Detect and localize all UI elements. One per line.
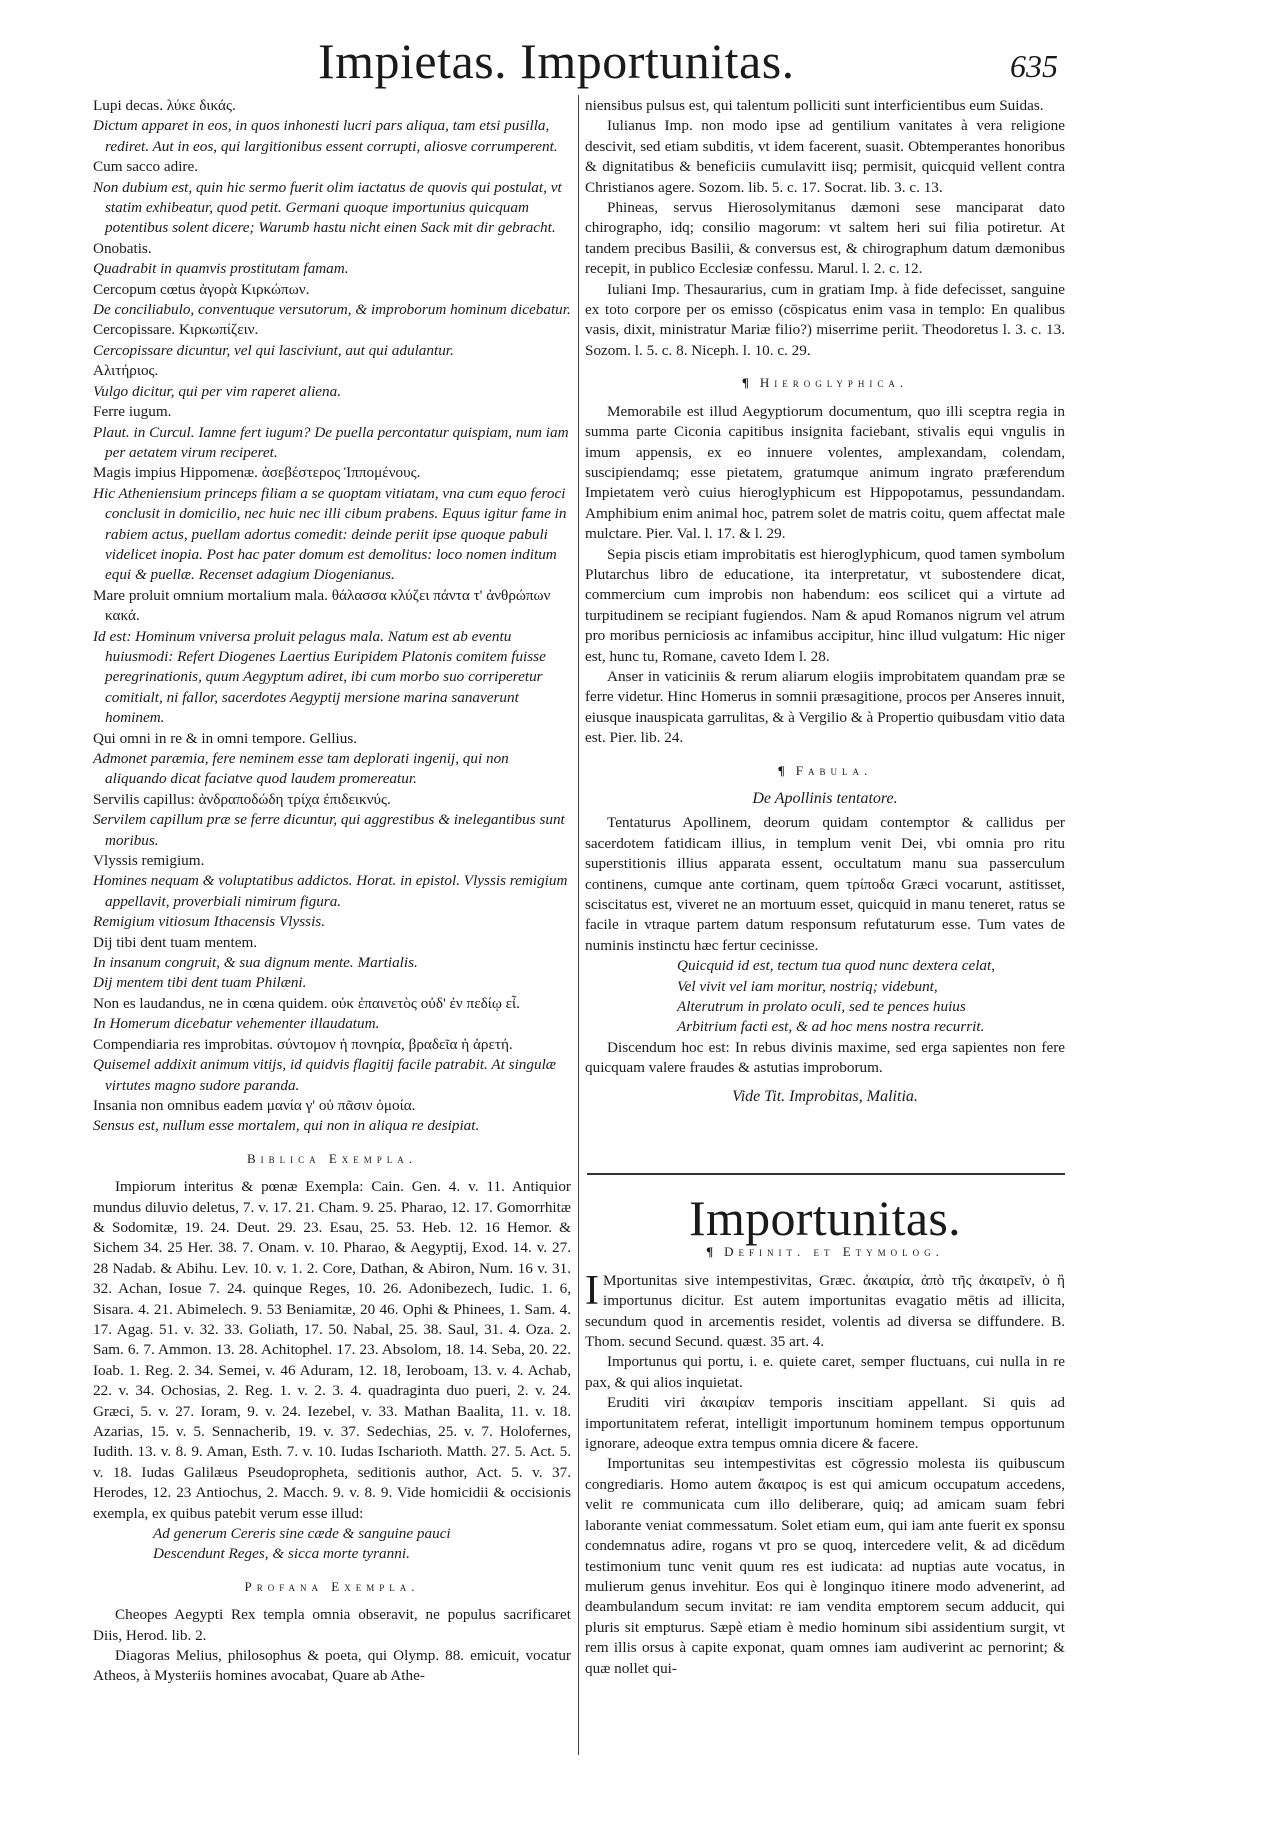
running-head: [0, 18, 1276, 98]
adage-explanation: Non dubium est, quin hic sermo fuerit olim iactatus de quovis qui postulat, vt statim exhibeatur, quod petit. Germani quoque importunius quicquam potentibus solent dicere; Warumb hastu nicht einen Sack mit dir gebracht.: [93, 178, 562, 237]
adage-lemma: Compendiaria res improbitas. σύντομον ἡ πονηρία, βραδεῖα ἡ ἀρετή.: [93, 1035, 513, 1053]
example-paragraph: Iulianus Imp. non modo ipse ad gentilium vanitates à vera religione descivit, sed etiam subditis, vt idem facerent, suasit. Obtemperantes honoribus & dignitatibus & beneficiis cumulavitt iisq; permisit, quicquid vellent contra Christianos agere. Sozom. lib. 5. c. 17. Socrat. lib. 3. c. 13.: [585, 117, 1065, 196]
drop-cap: I: [585, 1267, 599, 1314]
see-also: Vide Tit. Improbitas, Malitia.: [732, 1087, 918, 1105]
fabula-para: Tentaturus Apollinem, deorum quidam contemptor & callidus per sacerdotem fatidicam illius, in templum venit Dei, vbi omnia pro ritu superstitionis illius apparata essent, occultatum manu sua passerculum continens, cumque ante cortinam, quem τρίποδα Græci vocarunt, astitisset, sciscitatus est, viveret ne an mortuum esset, quicquid in manu teneret, ratus se facile in vtraque partem datum responsum refutaturum esse. Tum vates de numinis instinctu hæc fertur cecinisse.: [585, 814, 1065, 954]
examples-list: [585, 96, 1065, 361]
imp-para-2: Eruditi viri ἀκαιρίαν temporis inscitiam appellant. Si quis ad importunitatem referat, intelligit importunum hominem tempus opportunum ignorare, adeoque extra tempus omnia dicere & facere.: [585, 1394, 1065, 1453]
adage-list: [93, 96, 571, 1137]
adage-lemma: Servilis capillus: ἀνδραποδώδη τρίχα ἐπιδεικνύς.: [93, 790, 391, 808]
adage-lemma: Mare proluit omnium mortalium mala. θάλασσα κλύζει πάντα τ' ἀνθρώπων κακά.: [93, 586, 551, 625]
definit-heading: [585, 1242, 1065, 1262]
column-divider: [578, 95, 579, 1755]
adage-lemma: Dij tibi dent tuam mentem.: [93, 933, 258, 951]
adage-explanation: Plaut. in Curcul. Iamne fert iugum? De puella percontatur quispiam, num iam per aetatem virum reciperet.: [93, 423, 569, 461]
adage-lemma: Insania non omnibus eadem μανία γ' οὐ πᾶσιν ὁμοία.: [93, 1096, 416, 1114]
adage-lemma: Onobatis.: [93, 239, 152, 257]
fabula-verse-4: Arbitrium facti est, & ad hoc mens nostra recurrit.: [677, 1018, 985, 1036]
example-paragraph: Iuliani Imp. Thesaurarius, cum in gratiam Imp. à fide defecisset, sanguine ex toto corpore per os emisso (cōspicatus enim vasa in templo: En qualibus vasis, dixit, ministratur Mariæ filio?) miserrime periit. Theodoretus l. 3. c. 13. Sozom. l. 5. c. 8. Niceph. l. 10. c. 29.: [585, 280, 1065, 359]
hieroglyphica-heading: [585, 373, 1065, 393]
adage-explanation: Dictum apparet in eos, in quos inhonesti lucri pars aliqua, tam etsi pusilla, rediret. Aut in eos, qui largitionibus essent corrupti, aliosve corrumperent.: [93, 117, 558, 155]
imp-para-1: Importunus qui portu, i. e. quiete caret, semper fluctuans, cui nulla in re pax, & qui alios inquietat.: [585, 1353, 1065, 1391]
section-mark-icon: ¶: [777, 762, 790, 778]
adage-lemma: Magis impius Hippomenæ. ἀσεβέστερος Ἱππομένους.: [93, 464, 421, 482]
section-title: Importunitas.: [689, 1190, 961, 1246]
definit-text: Mportunitas sive intempestivitas, Græc. ἀκαιρία, ἀπὸ τῆς ἀκαιρεῖν, ὁ ἢ importunus dicitur. Est autem importunitas evagatio mētis ad illicita, secundum quod in arcementis residet, volentis ad diversa se diffundere. B. Thom. secund Secund. quæst. 35 art. 4.: [585, 1271, 1065, 1351]
profana-heading: Profana Exempla.: [244, 1578, 420, 1594]
fabula-verse-1: Quicquid id est, tectum tua quod nunc dextera celat,: [677, 957, 996, 975]
adage-lemma: Cum sacco adire.: [93, 158, 199, 176]
hiero-para-1: Memorabile est illud Aegyptiorum documentum, quo illi sceptra regia in summa parte Ciconia capitibus insignita faciebant, stivalis equi vngulis in imum appensis, ex eo innuere volentes, amplexandam, colendam, suscipiendamq; esse pietatem, gratumque animum ingrato præferendum Impietatem verò cuius hieroglyphicum est Hippopotamus, pessundandam. Amphibium enim animal hoc, patrem solet de matris coitu, quem affectat male mulctare. Pier. Val. l. 17. & l. 29.: [585, 402, 1065, 543]
hieroglyphica-heading-label: Hieroglyphica.: [759, 375, 909, 391]
fabula-heading: [585, 761, 1065, 781]
adage-lemma: Αλιτήριος.: [93, 362, 159, 380]
adage-explanation: Sensus est, nullum esse mortalem, qui non in aliqua re desipiat.: [93, 1117, 480, 1135]
definit-heading-label: Definit. et Etymolog.: [724, 1244, 944, 1260]
adage-explanation: Remigium vitiosum Ithacensis Vlyssis.: [93, 913, 326, 931]
fabula-verse-2: Vel vivit vel iam moritur, nostriq; videbunt,: [677, 977, 938, 995]
adage-explanation: Hic Atheniensium princeps filiam a se quoptam vitiatam, vna cum equo feroci conclusit in domicilio, nec huic nec illi cibum prabens. Equus igitur fame in rabiem actus, puellam adortus comedit: deinde periit ipse quoque pabuli videlicet inopia. Post hac pater domum est demolitus: loco nomen inditum equi & puellæ. Recenset adagium Diogenianus.: [93, 484, 567, 584]
adage-lemma: Ferre iugum.: [93, 403, 172, 421]
adage-explanation: Homines nequam & voluptatibus addictos. Horat. in epistol. Vlyssis remigium appellavit, proverbiali nimirum figura.: [93, 872, 568, 910]
adage-explanation: Dij mentem tibi dent tuam Philæni.: [93, 974, 307, 992]
adage-explanation: In Homerum dicebatur vehementer illaudatum.: [93, 1015, 380, 1033]
profana-text: Cheopes Aegypti Rex templa omnia obseravit, ne populus sacrificaret Diis, Herod. lib. 2.: [93, 1606, 571, 1644]
adage-lemma: Qui omni in re & in omni tempore. Gellius.: [93, 729, 358, 747]
fabula-heading-label: Fabula.: [795, 762, 873, 778]
adage-lemma: Cercopissare. Κιρκωπίζειν.: [93, 321, 259, 339]
adage-explanation: Cercopissare dicuntur, vel qui lasciviunt, aut qui adulantur.: [93, 341, 454, 359]
page-title: Impietas. Importunitas.: [318, 33, 795, 89]
fabula-subheading: De Apollinis tentatore.: [752, 790, 898, 807]
importunitas-section: [585, 1190, 1065, 1679]
page-number: 635: [1010, 48, 1058, 84]
example-paragraph: Phineas, servus Hierosolymitanus dæmoni sese manciparat dato chirographo, idq; consilio magorum: vt saltem heri sui filia potiretur. At tandem precibus Basilii, & conversus est, & chirographum datum dæmonibus recepit, in publico Ecclesiæ confessu. Marul. l. 2. c. 12.: [585, 199, 1065, 278]
fabula-close: Discendum hoc est: In rebus divinis maxime, sed erga sapientes non fere quicquam valere fraudes & astutias improborum.: [585, 1038, 1065, 1077]
hiero-para-2: Sepia piscis etiam improbitatis est hieroglyphicum, quod tamen symbolum Plutarchus libro de educatione, ita interpretatur, vt subostendere dicat, commercium cum improbis non habendum: eos scilicet qui a virtute ad turpitudinem se recipiant fugiendos. Nam & apud Romanos nigrum vel atrum pro moribus perniciosis ac infamibus accipitur, hinc illud vulgatum: Hic niger est, hunc tu, Romane, caveto Idem l. 28.: [585, 545, 1065, 665]
fabula-verse-3: Alterutrum in prolato oculi, sed te pences huius: [677, 998, 966, 1016]
adage-explanation: Servilem capillum præ se ferre dicuntur, qui aggrestibus & inelegantibus sunt moribus.: [93, 811, 565, 849]
adage-lemma: Vlyssis remigium.: [93, 852, 205, 870]
adage-explanation: De conciliabulo, conventuque versutorum, & improborum hominum dicebatur.: [93, 301, 571, 319]
section-mark-icon: ¶: [706, 1244, 719, 1260]
adage-explanation: In insanum congruit, & sua dignum mente. Martialis.: [93, 954, 418, 972]
biblica-verse-1: Ad generum Cereris sine cæde & sanguine pauci: [153, 1525, 451, 1543]
imp-para-3: Importunitas seu intempestivitas est cōgressio molesta iis quibuscum congrediaris. Homo autem ἄκαιρος is est qui amicum occupatum accedens, velit re communicata cum illo deliberare, quiq; ad amicam suam febri laborante veniat commessatum. Solet etiam eum, qui iam ante fuerit ex sponsu condemnatus adire, rogans vt pro se quoq, intercedere velit, & ad dicēdum testimonium tunc venit quum res est iudicata: ad nuptias aute vocatus, in mulierum genus invehitur. Eos qui è longinquo itinere modo advenerint, ad deambulandum secum invitat: re iam vendita emptorem secum adducit, qui pluris sit empturus. Sæpè etiam è medio hominum sibi assidentium surgit, vt rem illis orsus à capite exponat, quam omnes iam audiverint ac pernorint; & quæ nollet qui-: [585, 1455, 1065, 1677]
adage-explanation: Id est: Hominum vniversa proluit pelagus mala. Natum est ab eventu huiusmodi: Refert Diogenes Laertius Euripidem Platonis comitem fuisse peregrinationis, quum Aegyptum adiret, ibi cum morbo suo corriperetur comitialt, ni fallor, sacerdotes Aegyptij mersione marina sanaverunt hominem.: [93, 627, 546, 727]
adage-explanation: Vulgo dicitur, qui per vim raperet aliena.: [93, 382, 342, 400]
section-rule: [587, 1173, 1065, 1175]
definit-para: [585, 1267, 1065, 1353]
biblica-text: Impiorum interitus & pœnæ Exempla: Cain. Gen. 4. v. 11. Antiquior mundus diluvio deletus, 7. v. 17. 21. Cham. 9. 25. Pharao, 12. 17. Gomorrhitæ & Sodomitæ, 19. 24. Deut. 29. 23. Esau, 25. 53. Heb. 12. 16 Hemor. & Sichem 34. 25 Her. 38. 7. Onam. v. 10. Pharao, & Aegyptij, Exod. 14. v. 27. 28 Nadab. & Abihu. Lev. 10. v. 1. 2. Core, Dathan, & Abiron, Num. 16 v. 31. 32. Achan, Iosue 7. 24. quinque Reges, 10. 26. Adonibezech, Iudic. 1. 6, Sisara. 4. 21. Abimelech. 9. 53 Beniamitæ, 20 46. Ophi & Phinees, 1. Sam. 4. 17. Agag. 51. v. 32. 33. Goliath, 17. 50. Nabal, 25. 38. Saul, 31. 4. Oza. 2. Sam. 6. 7. Ammon. 13. 28. Achitophel. 17. 23. Absolom, 18. 14. Seba, 20. 22. Ioab. 1. Reg. 2. 34. Semei, v. 46 Aduram, 12. 18, Ieroboam, 13. v. 4. Achab, 22. v. 34. Ochosias, 2. Reg. 1. v. 2. 3. 4. quadraginta duo pueri, 2. v. 24. Græci, 5. v. 27. Ioram, 9. v. 24. Iezebel, v. 33. Mathan Baalita, 11. v. 18. Azarias, 15. v. 5. Sennacherib, 19. v. 37. Sedechias, 25. v. 7. Holofernes, Iudith. 13. v. 8. 9. Aman, Esth. 7. v. 10. Iudas Ischarioth. Matth. 27. 5. Act. 5. v. 18. Iudas Galilæus Pseudopropheta, seditionis author, Act. 5. v. 37. Herodes, 12. 23 Antiochus, 2. Macch. 9. v. 8. 9. Vide homicidii & occisionis exempla, ex quibus patebit verum esse illud:: [93, 1178, 571, 1522]
adage-lemma: Lupi decas. λύκε δικάς.: [93, 97, 236, 114]
adage-explanation: Quadrabit in quamvis prostitutam famam.: [93, 260, 349, 278]
left-column: [93, 96, 571, 1687]
biblica-verse-2: Descendunt Reges, & sicca morte tyranni.: [153, 1545, 410, 1563]
profana-text-2: Diagoras Melius, philosophus & poeta, qui Olymp. 88. emicuit, vocatur Atheos, à Mysteriis homines avocabat, Quare ab Athe-: [93, 1647, 571, 1685]
adage-explanation: Admonet paræmia, fere neminem esse tam deplorati ingenij, qui non aliquando dicat faciatve quod laudem promereatur.: [93, 750, 509, 788]
adage-lemma: Cercopum cœtus ἀγορὰ Κιρκώπων.: [93, 280, 310, 298]
right-column: [585, 96, 1065, 1107]
section-mark-icon: ¶: [741, 375, 754, 391]
adage-explanation: Quisemel addixit animum vitijs, id quidvis flagitij facile patrabit. At singulæ virtutes magno sudore paranda.: [93, 1056, 556, 1094]
adage-lemma: Non es laudandus, ne in cœna quidem. οὐκ ἐπαινετὸς οὐδ' ἐν πεδίῳ εἶ.: [93, 994, 520, 1012]
biblica-heading: Biblica Exempla.: [246, 1150, 418, 1166]
hiero-para-3: Anser in vaticiniis & rerum aliarum elogiis improbitatem quandam præ se ferre videtur. Hinc Homerus in somnii præsagitione, procos per Anseres innuit, eiusque inauspicata garrulitas, & à Vergilio & à Propertio quibusdam vitio data est. Pier. lib. 24.: [585, 667, 1065, 747]
example-paragraph: niensibus pulsus est, qui talentum polliciti sunt interficientibus eum Suidas.: [585, 97, 1044, 114]
